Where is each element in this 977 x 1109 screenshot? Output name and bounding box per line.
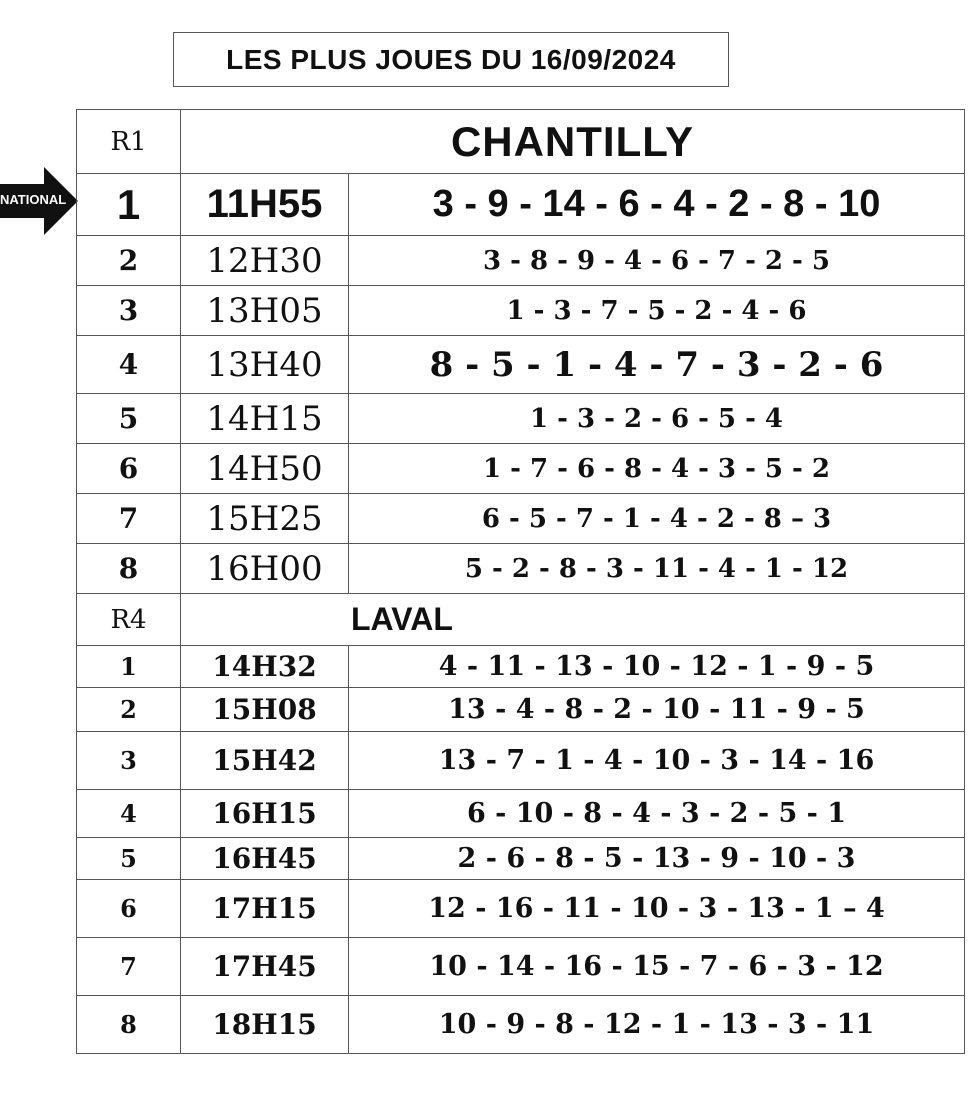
race-combination: 8 - 5 - 1 - 4 - 7 - 3 - 2 - 6 [349,336,965,394]
venue-code: R1 [77,110,181,174]
race-combination: 3 - 9 - 14 - 6 - 4 - 2 - 8 - 10 [349,174,965,236]
page-title: LES PLUS JOUES DU 16/09/2024 [173,32,729,87]
table-row [77,838,965,880]
race-number: 6 [77,880,181,938]
race-combination: 10 - 14 - 16 - 15 - 7 - 6 - 3 - 12 [349,938,965,996]
race-time: 15H42 [181,732,349,790]
race-time: 13H40 [181,336,349,394]
race-combination: 5 - 2 - 8 - 3 - 11 - 4 - 1 - 12 [349,544,965,594]
race-time: 17H45 [181,938,349,996]
table-row [77,174,965,236]
venue-code: R4 [77,594,181,646]
race-number: 2 [77,688,181,732]
race-combination: 1 - 3 - 7 - 5 - 2 - 4 - 6 [349,286,965,336]
race-combination: 10 - 9 - 8 - 12 - 1 - 13 - 3 - 11 [349,996,965,1054]
race-number: 4 [77,790,181,838]
table-row [77,286,965,336]
venue-name: LAVAL [181,594,965,646]
table-row [77,444,965,494]
race-number: 3 [77,732,181,790]
race-time: 14H15 [181,394,349,444]
race-time: 15H08 [181,688,349,732]
race-combination: 2 - 6 - 8 - 5 - 13 - 9 - 10 - 3 [349,838,965,880]
race-number: 1 [77,174,181,236]
venue-header-r1 [77,110,965,174]
race-time: 16H00 [181,544,349,594]
race-number: 8 [77,544,181,594]
race-combination: 4 - 11 - 13 - 10 - 12 - 1 - 9 - 5 [349,646,965,688]
table-row [77,790,965,838]
race-time: 12H30 [181,236,349,286]
table-row [77,996,965,1054]
race-number: 5 [77,394,181,444]
table-row [77,494,965,544]
race-number: 7 [77,938,181,996]
arrow-label: NATIONAL [0,192,67,207]
race-time: 11H55 [181,174,349,236]
race-time: 16H15 [181,790,349,838]
table-row [77,336,965,394]
table-row [77,880,965,938]
race-number: 7 [77,494,181,544]
venue-name: CHANTILLY [181,110,965,174]
race-combination: 1 - 3 - 2 - 6 - 5 - 4 [349,394,965,444]
race-combination: 3 - 8 - 9 - 4 - 6 - 7 - 2 - 5 [349,236,965,286]
race-number: 6 [77,444,181,494]
venue-header-r4 [77,594,965,646]
race-time: 14H32 [181,646,349,688]
race-combination: 6 - 10 - 8 - 4 - 3 - 2 - 5 - 1 [349,790,965,838]
race-time: 16H45 [181,838,349,880]
race-time: 13H05 [181,286,349,336]
race-time: 18H15 [181,996,349,1054]
race-number: 8 [77,996,181,1054]
race-number: 1 [77,646,181,688]
table-row [77,544,965,594]
table-row [77,732,965,790]
race-time: 17H15 [181,880,349,938]
race-number: 5 [77,838,181,880]
table-row [77,236,965,286]
table-row [77,394,965,444]
races-table [76,109,965,1054]
race-combination: 12 - 16 - 11 - 10 - 3 - 13 - 1 – 4 [349,880,965,938]
race-combination: 6 - 5 - 7 - 1 - 4 - 2 - 8 – 3 [349,494,965,544]
race-time: 15H25 [181,494,349,544]
race-number: 3 [77,286,181,336]
race-combination: 13 - 7 - 1 - 4 - 10 - 3 - 14 - 16 [349,732,965,790]
table-row [77,646,965,688]
race-number: 2 [77,236,181,286]
table-row [77,938,965,996]
table-row [77,688,965,732]
race-combination: 1 - 7 - 6 - 8 - 4 - 3 - 5 - 2 [349,444,965,494]
race-number: 4 [77,336,181,394]
race-combination: 13 - 4 - 8 - 2 - 10 - 11 - 9 - 5 [349,688,965,732]
race-time: 14H50 [181,444,349,494]
